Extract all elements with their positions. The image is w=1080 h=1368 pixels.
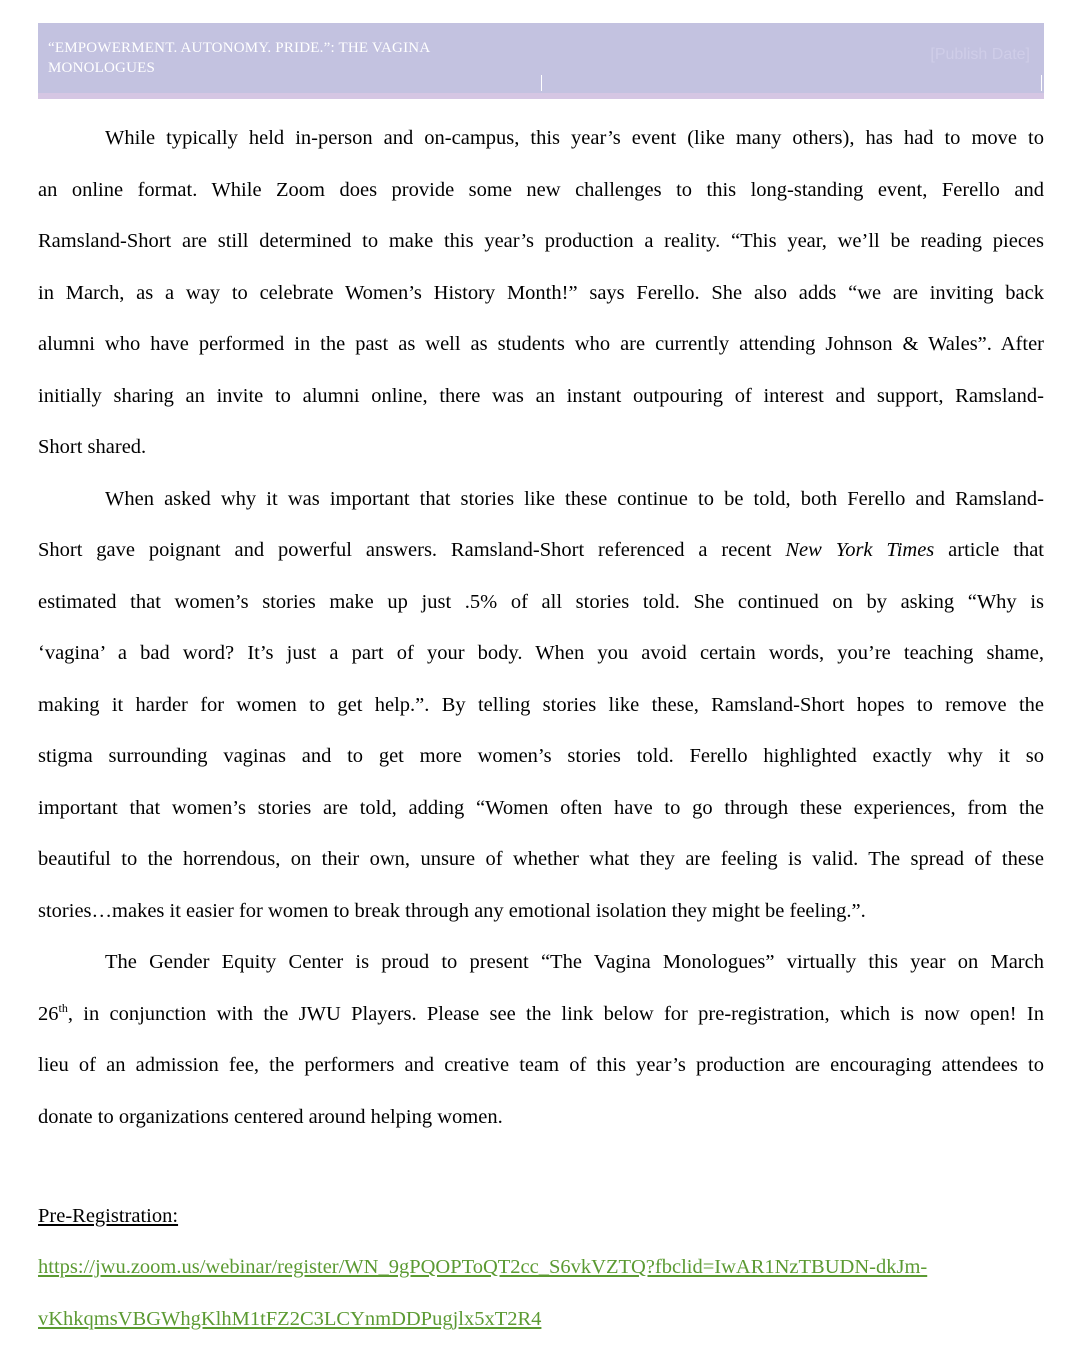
text-segment: 26 <box>38 1002 59 1025</box>
link-line[interactable]: https://jwu.zoom.us/webinar/register/WN_9gPQOPToQT2cc_S6vkVZTQ?fbclid=IwAR1NzTBUDN-dkJm- <box>38 1256 928 1278</box>
text-line: donate to organizations centered around helping women. <box>38 1105 503 1128</box>
text-line: an online format. While Zoom does provide some new challenges to this long-standing event, Ferello and <box>38 178 1044 201</box>
text-segment: article that <box>934 539 1045 561</box>
header-title: “EMPOWERMENT. AUTONOMY. PRIDE.”: THE VAGINA MONOLOGUES <box>48 40 430 76</box>
text-line: stigma surrounding vaginas and to get more women’s stories told. Ferello highlighted exactly why it so <box>38 745 1044 767</box>
text-line: making it harder for women to get help.”. By telling stories like these, Ramsland-Short hopes to remove the <box>38 693 1044 716</box>
text-line: lieu of an admission fee, the performers and creative team of this year’s production are encouraging attendees to <box>38 1054 1044 1076</box>
text-line: Short shared. <box>38 436 147 458</box>
text-segment: Short gave poignant and powerful answers. Ramsland-Short referenced a recent <box>38 539 786 561</box>
text-line: Ramsland-Short are still determined to make this year’s production a reality. “This year, we’ll be reading pieces <box>38 230 1044 252</box>
text-line <box>38 989 1044 1041</box>
link-line[interactable]: vKhkqmsVBGWhgKlhM1tFZ2C3LCYnmDDPugjlx5xT2R4 <box>38 1307 542 1330</box>
text-cursor-mark <box>1041 75 1042 91</box>
article-body <box>38 113 1044 1143</box>
text-line <box>38 525 1044 577</box>
ordinal-suffix: th <box>58 1000 68 1015</box>
paragraph-3 <box>38 937 1044 1143</box>
text-line: ‘vagina’ a bad word? It’s just a part of your body. When you avoid certain words, you’re teaching shame, <box>38 642 1044 664</box>
text-line: alumni who have performed in the past as well as students who are currently attending Johnson & Wales”. After <box>38 333 1044 355</box>
publish-date-placeholder[interactable]: [Publish Date] <box>930 46 1030 63</box>
publication-name: New York Times <box>785 539 935 561</box>
text-segment: , in conjunction with the JWU Players. Please see the link below for pre-registration, which is now open! In <box>67 1002 1044 1025</box>
paragraph-1 <box>38 113 1044 474</box>
paragraph-2 <box>38 474 1044 938</box>
text-line: estimated that women’s stories make up just .5% of all stories told. She continued on by asking “Why is <box>38 590 1044 613</box>
document-header <box>38 23 1044 93</box>
pre-registration-link[interactable] <box>38 1242 1044 1345</box>
text-line: While typically held in-person and on-campus, this year’s event (like many others), has had to move to <box>105 127 1044 149</box>
pre-registration-label: Pre-Registration: <box>38 1205 179 1227</box>
text-cursor-mark <box>541 75 542 91</box>
text-line: stories…makes it easier for women to break through any emotional isolation they might be feeling.”. <box>38 899 866 922</box>
text-line: important that women’s stories are told, adding “Women often have to go through these experiences, from the <box>38 796 1044 819</box>
text-line: The Gender Equity Center is proud to present “The Vagina Monologues” virtually this year on March <box>105 951 1044 973</box>
text-line: beautiful to the horrendous, on their own, unsure of whether what they are feeling is valid. The spread of these <box>38 848 1044 870</box>
text-line: initially sharing an invite to alumni online, there was an instant outpouring of interest and support, Ramsland- <box>38 384 1044 407</box>
text-line: in March, as a way to celebrate Women’s History Month!” says Ferello. She also adds “we are inviting back <box>38 281 1044 304</box>
text-line: When asked why it was important that stories like these continue to be told, both Ferello and Ramsland- <box>105 487 1044 510</box>
